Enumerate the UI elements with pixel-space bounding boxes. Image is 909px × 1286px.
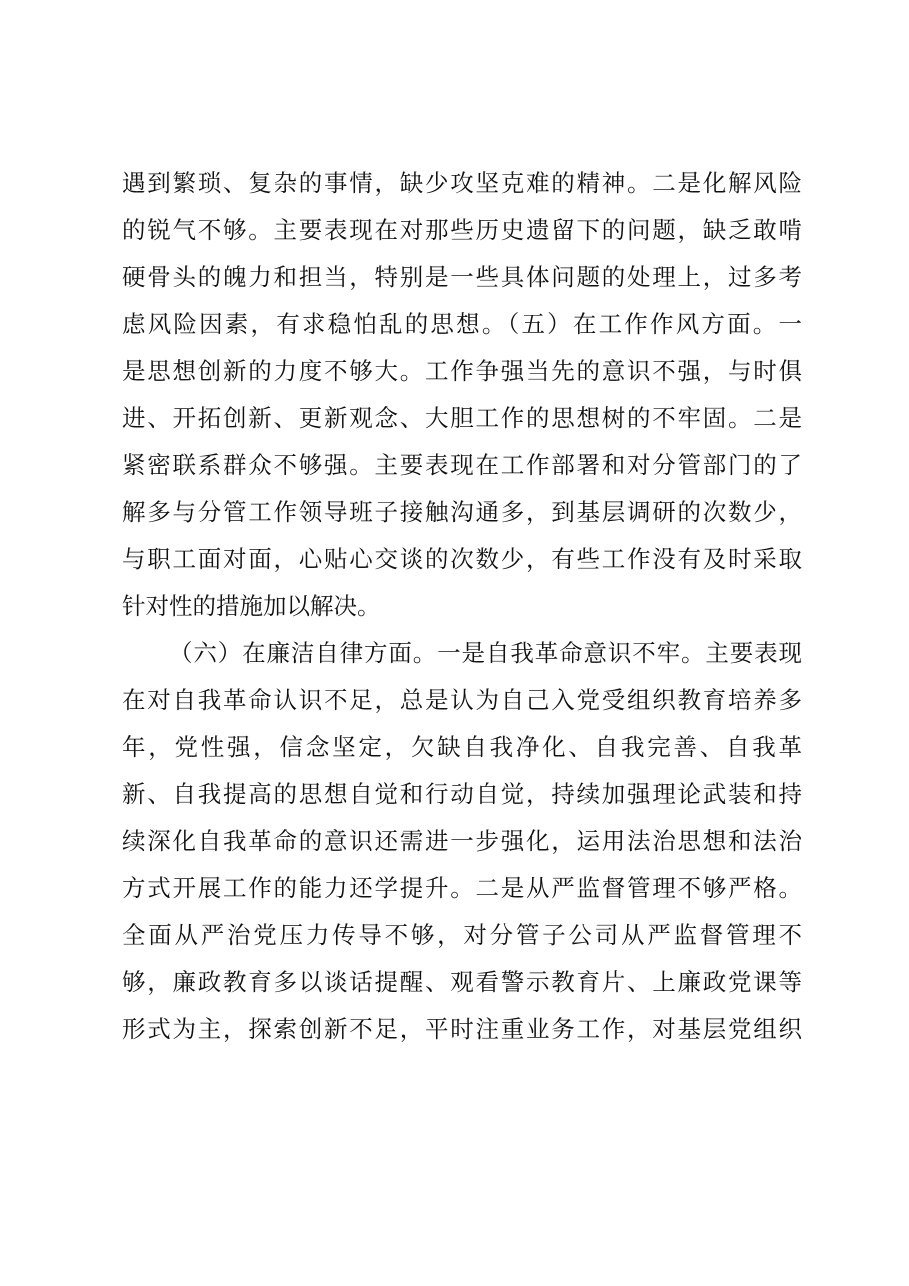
text-line: 形式为主，探索创新不足，平时注重业务工作，对基层党组织 — [122, 1015, 802, 1043]
text-line: 新、自我提高的思想自觉和行动自觉，持续加强理论武装和持 — [122, 780, 802, 808]
text-line: 年，党性强，信念坚定，欠缺自我净化、自我完善、自我革 — [122, 733, 802, 761]
text-line: 解多与分管工作领导班子接触沟通多，到基层调研的次数少， — [122, 498, 802, 526]
text-line: 虑风险因素，有求稳怕乱的思想。（五）在工作作风方面。一 — [122, 310, 802, 338]
text-line: 续深化自我革命的意识还需进一步强化，运用法治思想和法治 — [122, 827, 802, 855]
text-line: 紧密联系群众不够强。主要表现在工作部署和对分管部门的了 — [122, 451, 802, 479]
text-line: 的锐气不够。主要表现在对那些历史遗留下的问题，缺乏敢啃 — [122, 216, 802, 244]
text-line: 与职工面对面，心贴心交谈的次数少，有些工作没有及时采取 — [122, 545, 802, 573]
text-line: 是思想创新的力度不够大。工作争强当先的意识不强，与时俱 — [122, 357, 802, 385]
text-line: 在对自我革命认识不足，总是认为自己入党受组织教育培养多 — [122, 686, 802, 714]
text-line: 遇到繁琐、复杂的事情，缺少攻坚克难的精神。二是化解风险 — [122, 169, 802, 197]
text-line: 够，廉政教育多以谈话提醒、观看警示教育片、上廉政党课等 — [122, 968, 802, 996]
paragraph-end-line: 针对性的措施加以解决。 — [122, 592, 381, 620]
paragraph-start-line: （六）在廉洁自律方面。一是自我革命意识不牢。主要表现 — [169, 639, 802, 667]
text-line: 全面从严治党压力传导不够，对分管子公司从严监督管理不 — [122, 921, 802, 949]
text-line: 进、开拓创新、更新观念、大胆工作的思想树的不牢固。二是 — [122, 404, 802, 432]
text-line: 硬骨头的魄力和担当，特别是一些具体问题的处理上，过多考 — [122, 263, 802, 291]
document-body — [122, 160, 802, 1053]
text-line: 方式开展工作的能力还学提升。二是从严监督管理不够严格。 — [122, 874, 802, 902]
